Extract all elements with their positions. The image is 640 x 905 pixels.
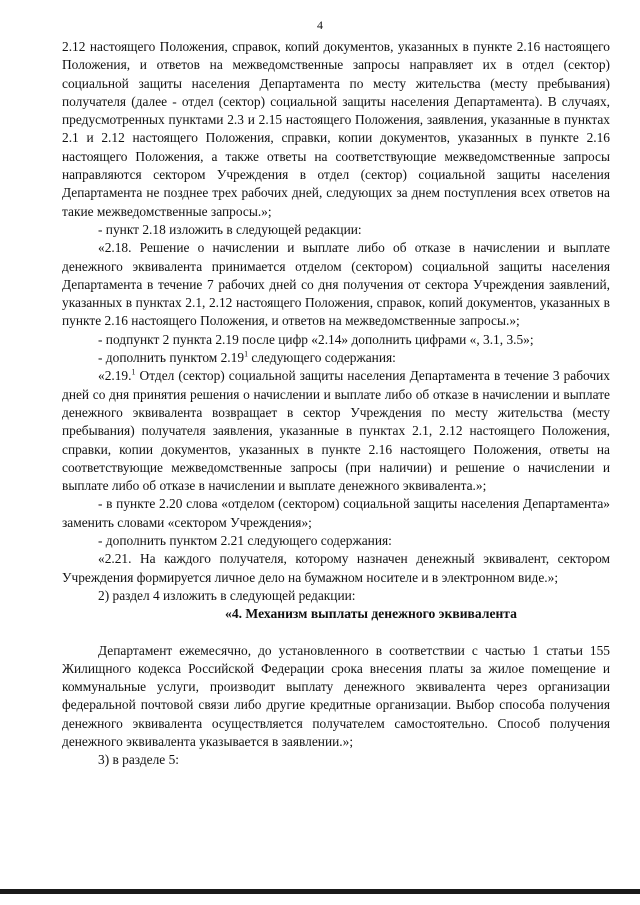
- text-fragment: - дополнить пунктом 2.19: [98, 350, 245, 366]
- paragraph-section-5: 3) в разделе 5:: [98, 752, 180, 768]
- paragraph-add-2-21: - дополнить пунктом 2.21 следующего содержания:: [98, 533, 392, 549]
- paragraph-add-2-19-1: [62, 349, 610, 367]
- superscript: 1: [244, 349, 249, 359]
- paragraph-amend-2-20: - в пункте 2.20 слова «отделом (сектором) социальной защиты населения Департамента» заменить словами «сектором Учреждения»;: [62, 496, 610, 530]
- paragraph-2-18-text: «2.18. Решение о начислении и выплате либо об отказе в начислении и выплате денежного эквивалента принимается отделом (сектором) социальной защиты населения Департамента в течение 7 рабочих дней со дня получения от сектора Учреждения заявлений, указанных в пунктах 2.1, 2.12 настоящего Положения, справок, копий документов, указанных в пункте 2.16 настоящего Положения, и ответов на межведомственные запросы.»;: [62, 240, 610, 329]
- document-body: [62, 38, 610, 770]
- spacer: [62, 624, 610, 642]
- bottom-rule: [0, 889, 640, 894]
- paragraph-continuation: 2.12 настоящего Положения, справок, копий документов, указанных в пункте 2.16 настоящего Положения, и ответов на межведомственные запросы направляет их в отдел (сектор) социальной защиты населения Департамента по месту жительства (месту пребывания) получателя (далее - отдел (сектор) социальной защиты населения Департамента). В случаях, предусмотренных пунктами 2.3 и 2.15 настоящего Положения, заявления, указанные в пунктах 2.1 и 2.12 настоящего Положения, справки, копии документов, указанных в пункте 2.16 настоящего Положения, а также ответы на соответствующие межведомственные запросы направляются сектором Учреждения в отдел (сектор) социальной защиты населения Департамента не позднее трех рабочих дней, следующих за днем поступления всех ответов на такие межведомственные запросы.»;: [62, 39, 610, 219]
- paragraph-amend-2-18: - пункт 2.18 изложить в следующей редакции:: [98, 221, 362, 237]
- paragraph-section-4-text: Департамент ежемесячно, до установленного в соответствии с частью 1 статьи 155 Жилищного кодекса Российской Федерации срока внесения платы за жилое помещение и коммунальные услуги, производит выплату денежного эквивалента через организации федеральной почтовой связи либо другие кредитные организации. Выбор способа получения денежного эквивалента осуществляется получателем самостоятельно. Способ получения денежного эквивалента указывается в заявлении.»;: [62, 642, 610, 749]
- section-heading: «4. Механизм выплаты денежного эквивалента: [225, 606, 517, 622]
- text-fragment: следующего содержания:: [248, 350, 396, 366]
- paragraph-2-19-1-text: [62, 367, 610, 495]
- page-number: 4: [317, 18, 323, 32]
- text-fragment: Отдел (сектор) социальной защиты населения Департамента в течение 3 рабочих дней со дня принятия решения о начислении и выплате либо об отказе в начислении и выплате денежного эквивалента возвращает в сектор Учреждения по месту жительства (месту пребывания) получателя заявления, указанные в пунктах 2.1, 2.12 настоящего Положения, справки, копии документов, указанных в пункте 2.16 настоящего Положения, ответы на соответствующие межведомственные запросы (при наличии) и решение о начислении и выплате либо об отказе в начислении и выплате денежного эквивалента.»;: [62, 368, 610, 494]
- text-fragment: «2.19.: [98, 368, 132, 384]
- paragraph-section-4: 2) раздел 4 изложить в следующей редакции:: [98, 587, 356, 603]
- paragraph-2-21-text: «2.21. На каждого получателя, которому назначен денежный эквивалент, сектором Учреждения формируется личное дело на бумажном носителе и в электронном виде.»;: [62, 551, 610, 585]
- superscript: 1: [131, 367, 136, 377]
- paragraph-amend-2-19: - подпункт 2 пункта 2.19 после цифр «2.14» дополнить цифрами «, 3.1, 3.5»;: [98, 331, 534, 347]
